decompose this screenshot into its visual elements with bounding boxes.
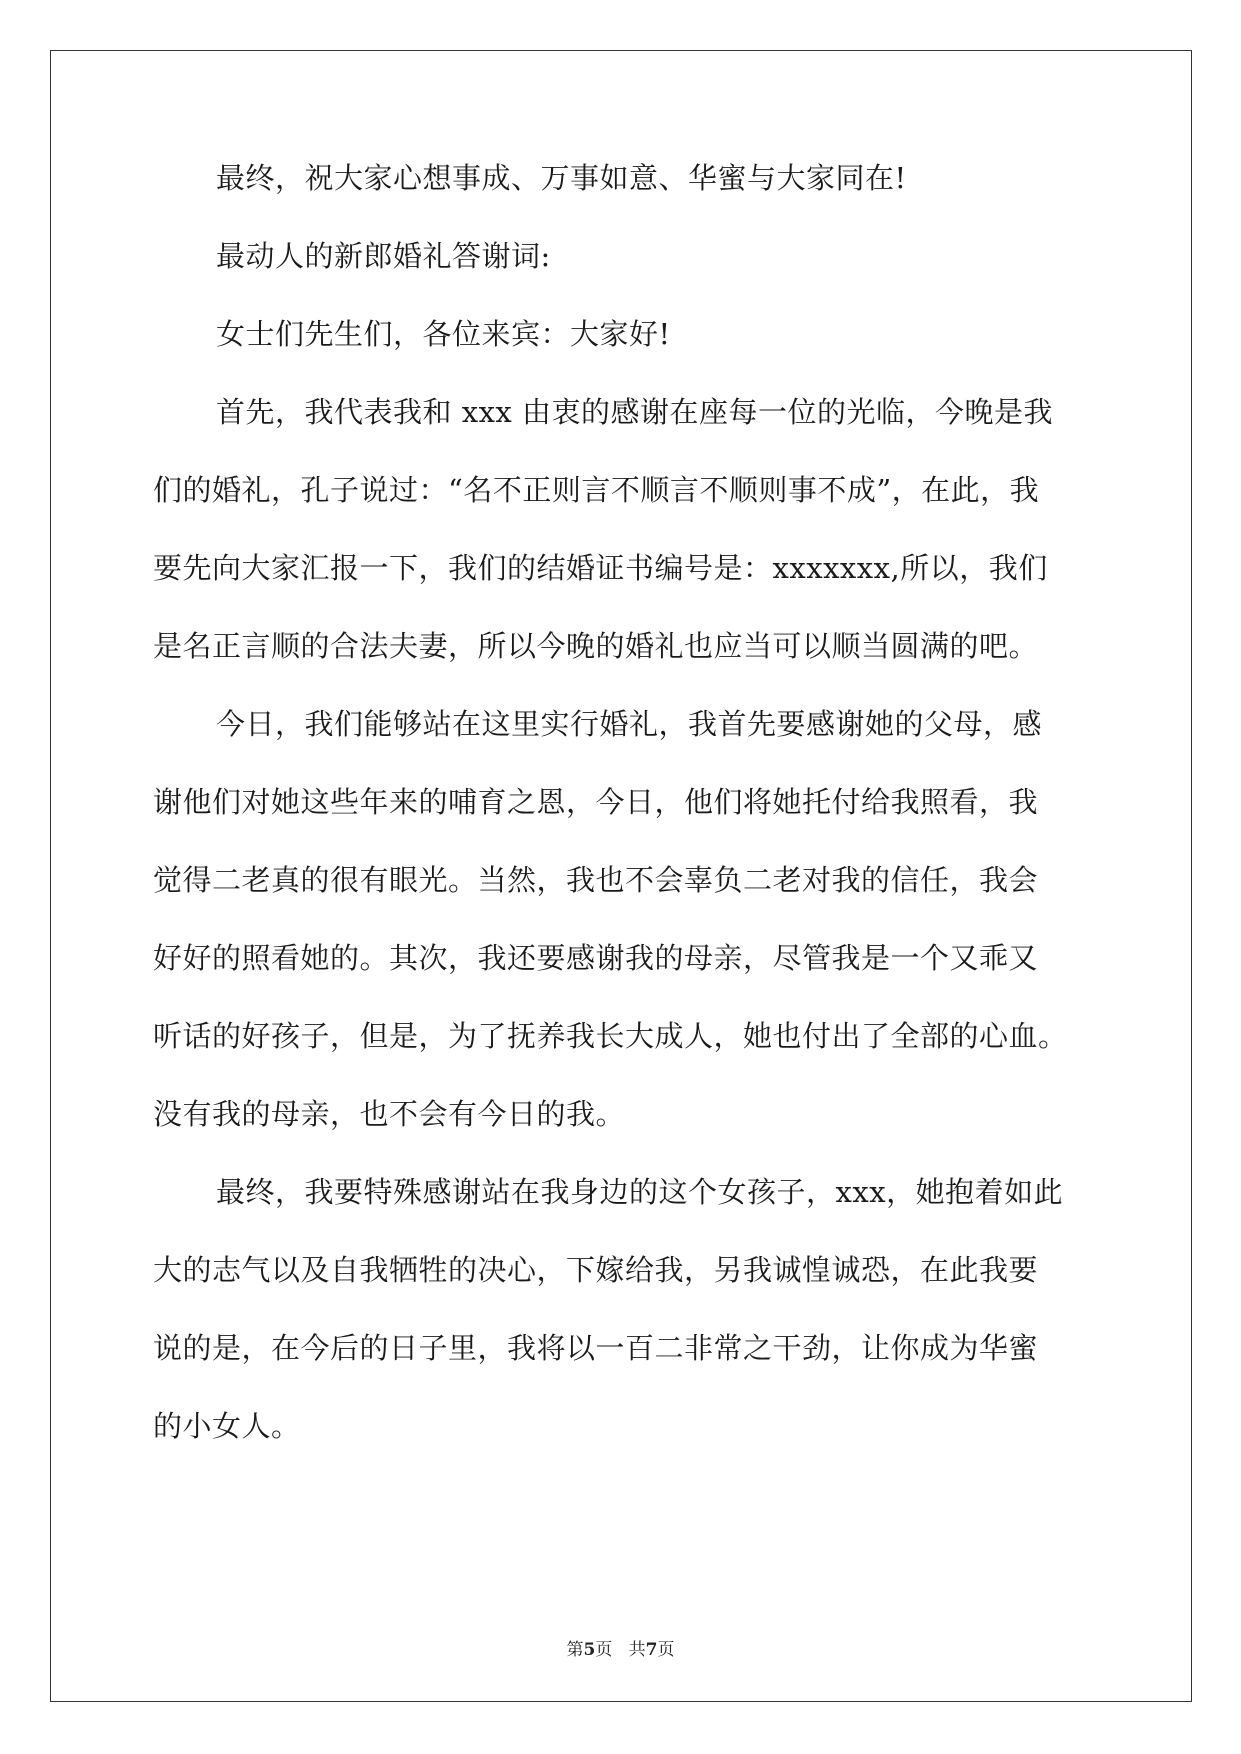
- paragraph-3-line-4: 的小女人。: [153, 1409, 301, 1443]
- total-prefix: 共: [628, 1640, 646, 1660]
- total-suffix: 页: [657, 1640, 675, 1660]
- page-prefix: 第: [566, 1640, 584, 1660]
- paragraph-2-line-1: 今日，我们能够站在这里实行婚礼，我首先要感谢她的父母，感: [216, 707, 1043, 741]
- paragraph-2-line-4: 好好的照看她的。其次，我还要感谢我的母亲，尽管我是一个又乖又: [153, 941, 1039, 975]
- paragraph-3-line-1: 最终，我要特殊感谢站在我身边的这个女孩子，xxx，她抱着如此: [216, 1175, 1064, 1209]
- paragraph-1-line-4: 是名正言顺的合法夫妻，所以今晚的婚礼也应当可以顺当圆满的吧。: [153, 629, 1039, 663]
- paragraph-2-line-3: 觉得二老真的很有眼光。当然，我也不会辜负二老对我的信任，我会: [153, 863, 1039, 897]
- section-title: 最动人的新郎婚礼答谢词:: [216, 239, 551, 273]
- paragraph-1-line-1: 首先，我代表我和 xxx 由衷的感谢在座每一位的光临，今晚是我: [216, 395, 1054, 429]
- page-total-number: 7: [645, 1640, 658, 1660]
- page-footer: [0, 1638, 1241, 1662]
- page-suffix: 页: [595, 1640, 613, 1660]
- paragraph-2-line-5: 听话的好孩子，但是，为了抚养我长大成人，她也付出了全部的心血。: [153, 1019, 1068, 1053]
- paragraph-2-line-6: 没有我的母亲，也不会有今日的我。: [153, 1097, 626, 1131]
- greeting-line: 女士们先生们，各位来宾：大家好!: [216, 317, 671, 351]
- paragraph-2-line-2: 谢他们对她这些年来的哺育之恩，今日，他们将她托付给我照看，我: [153, 785, 1039, 819]
- paragraph-1-line-2: 们的婚礼，孔子说过：“名不正则言不顺言不顺则事不成”，在此，我: [153, 473, 1040, 507]
- paragraph-1-line-3: 要先向大家汇报一下，我们的结婚证书编号是：xxxxxxx,所以，我们: [153, 551, 1048, 585]
- paragraph-3-line-3: 说的是，在今后的日子里，我将以一百二非常之干劲，让你成为华蜜: [153, 1331, 1039, 1365]
- closing-line: 最终，祝大家心想事成、万事如意、华蜜与大家同在!: [216, 161, 907, 195]
- paragraph-3-line-2: 大的志气以及自我牺牲的决心，下嫁给我，另我诚惶诚恐，在此我要: [153, 1253, 1039, 1287]
- page-current-number: 5: [583, 1640, 596, 1660]
